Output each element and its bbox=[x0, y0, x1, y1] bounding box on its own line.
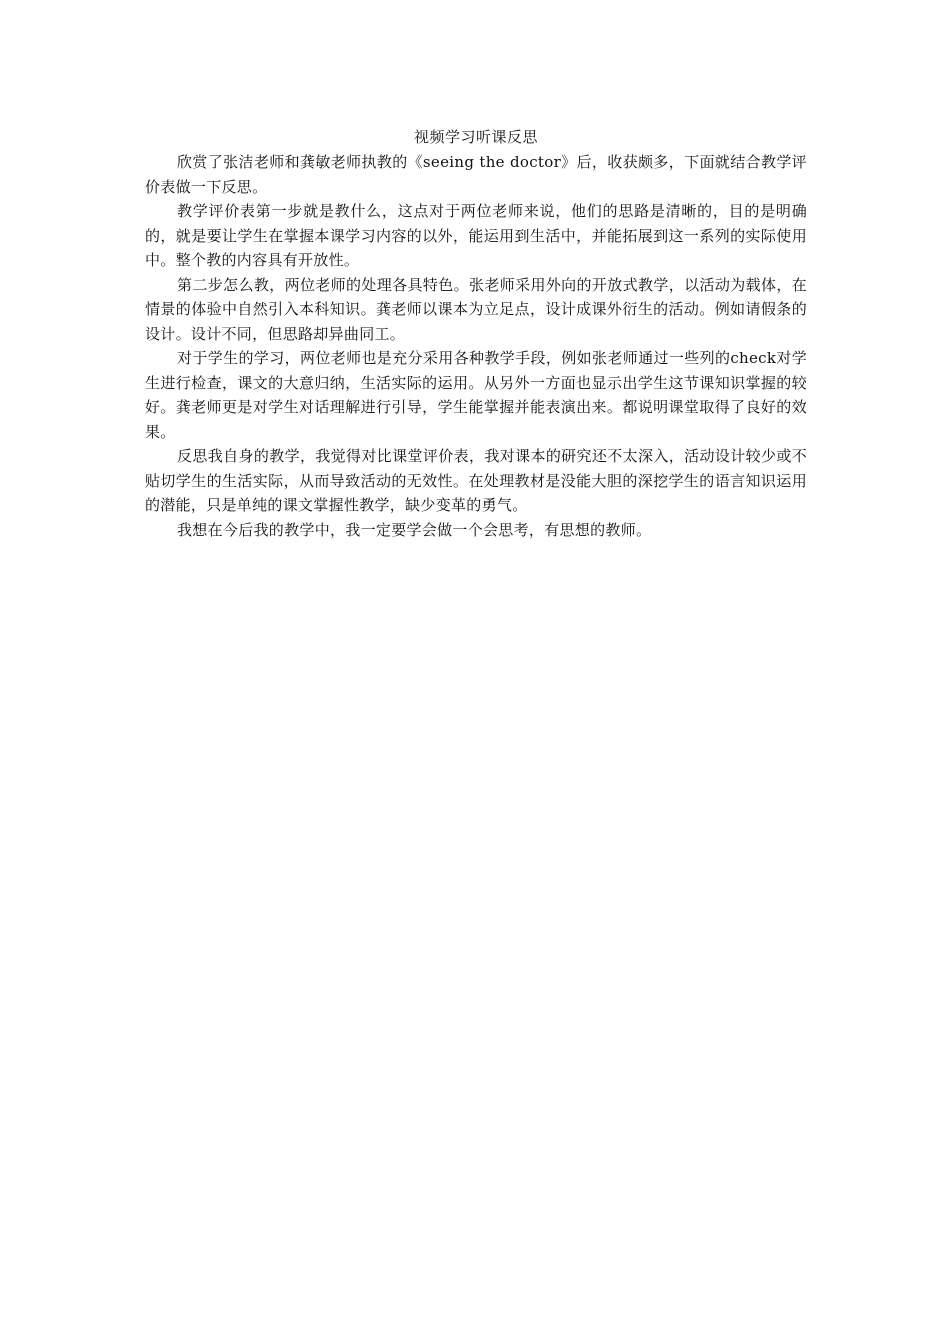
paragraph-1: 欣赏了张洁老师和龚敏老师执教的《seeing the doctor》后，收获颇多，下面就结合教学评价表做一下反思。 bbox=[145, 153, 807, 196]
document-title: 视频学习听课反思 bbox=[413, 128, 538, 146]
paragraph-5: 反思我自身的教学，我觉得对比课堂评价表，我对课本的研究还不太深入，活动设计较少或不贴切学生的生活实际，从而导致活动的无效性。在处理教材是没能大胆的深挖学生的语言知识运用的潜能，只是单纯的课文掌握性教学，缺少变革的勇气。 bbox=[145, 447, 807, 514]
paragraph-4: 对于学生的学习，两位老师也是充分采用各种教学手段，例如张老师通过一些列的check对学生进行检查，课文的大意归纳，生活实际的运用。从另外一方面也显示出学生这节课知识掌握的较好。龚老师更是对学生对话理解进行引导，学生能掌握并能表演出来。都说明课堂取得了良好的效果。 bbox=[145, 349, 807, 441]
document-body bbox=[145, 126, 807, 542]
paragraph-6: 我想在今后我的教学中，我一定要学会做一个会思考，有思想的教师。 bbox=[177, 520, 652, 539]
paragraph-3: 第二步怎么教，两位老师的处理各具特色。张老师采用外向的开放式教学，以活动为载体，在情景的体验中自然引入本科知识。龚老师以课本为立足点，设计成课外衍生的活动。例如请假条的设计。设计不同，但思路却异曲同工。 bbox=[145, 275, 807, 343]
paragraph-2: 教学评价表第一步就是教什么，这点对于两位老师来说，他们的思路是清晰的，目的是明确的，就是要让学生在掌握本课学习内容的以外，能运用到生活中，并能拓展到这一系列的实际使用中。整个教的内容具有开放性。 bbox=[145, 202, 807, 269]
